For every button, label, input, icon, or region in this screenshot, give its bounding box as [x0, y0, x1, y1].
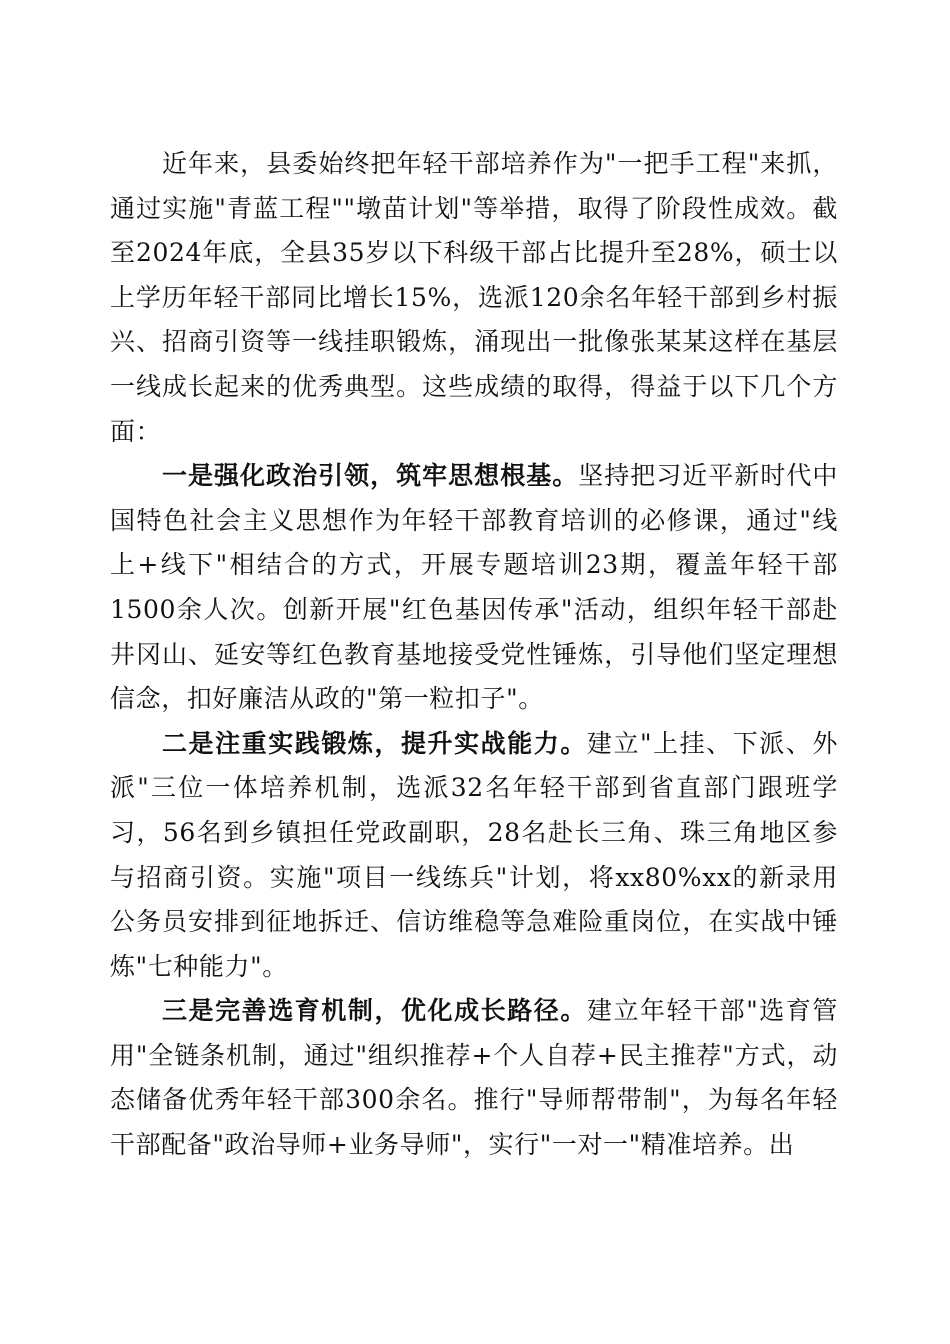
document-body	[110, 142, 838, 1168]
point-two-text: 建立"上挂、下派、外派"三位一体培养机制，选派32名年轻干部到省直部门跟班学习，56名到乡镇担任党政副职，28名赴长三角、珠三角地区参与招商引资。实施"项目一线练兵"计划，将xx80%xx的新录用公务员安排到征地拆迁、信访维稳等急难险重岗位，在实战中锤炼"七种能力"。	[110, 728, 839, 981]
point-three-heading: 三是完善选育机制，优化成长路径。	[162, 996, 587, 1026]
point-one-heading: 一是强化政治引领，筑牢思想根基。	[162, 461, 579, 491]
intro-paragraph-text: 近年来，县委始终把年轻干部培养作为"一把手工程"来抓，通过实施"青蓝工程""墩苗计划"等举措，取得了阶段性成效。截至2024年底，全县35岁以下科级干部占比提升至28%，硕士以上学历年轻干部同比增长15%，选派120余名年轻干部到乡村振兴、招商引资等一线挂职锻炼，涌现出一批像张某某这样在基层一线成长起来的优秀典型。这些成绩的取得，得益于以下几个方面：	[110, 149, 838, 446]
point-three-text: 建立年轻干部"选育管用"全链条机制，通过"组织推荐+个人自荐+民主推荐"方式，动态储备优秀年轻干部300余名。推行"导师帮带制"，为每名年轻干部配备"政治导师+业务导师"，实行"一对一"精准培养。出	[110, 996, 839, 1160]
intro-paragraph	[110, 142, 838, 454]
point-one-text: 坚持把习近平新时代中国特色社会主义思想作为年轻干部教育培训的必修课，通过"线上+线下"相结合的方式，开展专题培训23期，覆盖年轻干部1500余人次。创新开展"红色基因传承"活动，组织年轻干部赴井冈山、延安等红色教育基地接受党性锤炼，引导他们坚定理想信念，扣好廉洁从政的"第一粒扣子"。	[110, 461, 838, 714]
point-two-heading: 二是注重实践锻炼，提升实战能力。	[162, 728, 587, 758]
point-one-paragraph	[110, 454, 838, 722]
point-two-paragraph	[110, 722, 838, 990]
point-three-paragraph	[110, 989, 838, 1167]
